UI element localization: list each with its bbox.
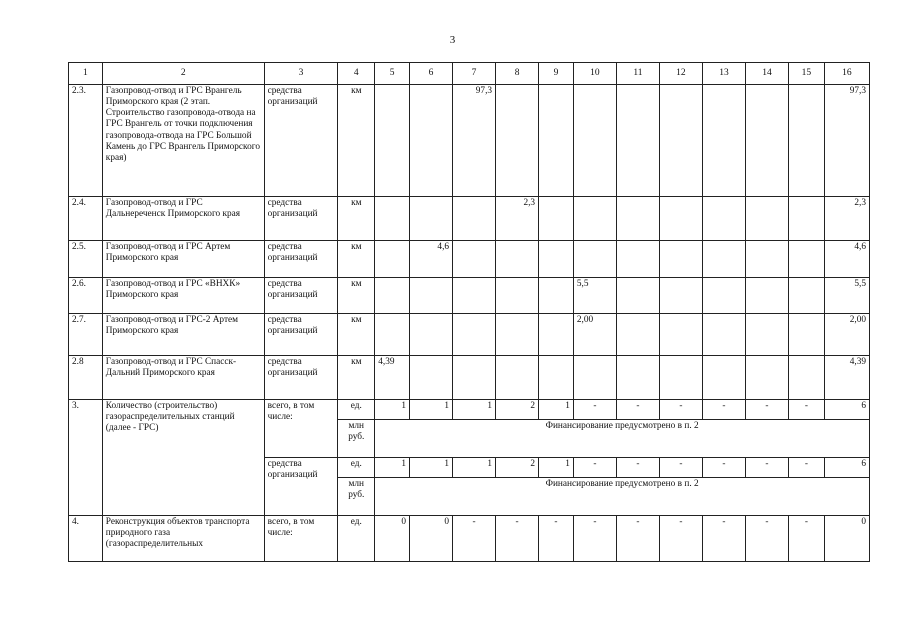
funding-source: всего, в том числе: (264, 516, 338, 562)
cell-total: 0 (824, 516, 869, 562)
unit: км (338, 85, 375, 197)
cell-14: - (745, 400, 788, 420)
cell-15: - (788, 400, 824, 420)
table-row (69, 516, 870, 562)
cell-12 (659, 197, 702, 241)
column-header: 16 (824, 63, 869, 85)
cell-10: - (573, 458, 616, 478)
cell-12 (659, 314, 702, 356)
funding-source: средства организаций (264, 458, 338, 516)
row-number: 2.5. (69, 241, 103, 278)
funding-source: средства организаций (264, 278, 338, 314)
cell-total: 2,00 (824, 314, 869, 356)
funding-source: средства организаций (264, 356, 338, 400)
column-header: 3 (264, 63, 338, 85)
cell-11: - (616, 458, 659, 478)
cell-8 (496, 241, 539, 278)
row-name: Газопровод-отвод и ГРС «ВНХК» Приморского края (102, 278, 264, 314)
cell-14 (745, 314, 788, 356)
row-number: 2.3. (69, 85, 103, 197)
cell-13: - (702, 400, 745, 420)
row-number: 3. (69, 400, 103, 516)
funding-source: средства организаций (264, 85, 338, 197)
cell-14 (745, 356, 788, 400)
cell-5: 4,39 (375, 356, 410, 400)
cell-5: 0 (375, 516, 410, 562)
cell-12 (659, 278, 702, 314)
cell-6 (410, 85, 453, 197)
unit: ед. (338, 516, 375, 562)
unit: млн руб. (338, 478, 375, 516)
row-name: Газопровод-отвод и ГРС Спасск-Дальний Приморского края (102, 356, 264, 400)
cell-6 (410, 278, 453, 314)
cell-10 (573, 356, 616, 400)
cell-total: 6 (824, 400, 869, 420)
cell-9 (539, 85, 574, 197)
cell-7: 97,3 (453, 85, 496, 197)
row-name: Количество (строительство) газораспределительных станций (далее - ГРС) (102, 400, 264, 516)
cell-11 (616, 278, 659, 314)
row-number: 2.8 (69, 356, 103, 400)
cell-13 (702, 85, 745, 197)
cell-5 (375, 241, 410, 278)
column-header: 15 (788, 63, 824, 85)
cell-6: 0 (410, 516, 453, 562)
row-name: Газопровод-отвод и ГРС-2 Артем Приморского края (102, 314, 264, 356)
cell-13 (702, 197, 745, 241)
cell-9 (539, 356, 574, 400)
cell-9 (539, 314, 574, 356)
column-header: 9 (539, 63, 574, 85)
cell-9: - (539, 516, 574, 562)
column-header: 6 (410, 63, 453, 85)
unit: ед. (338, 400, 375, 420)
column-header: 12 (659, 63, 702, 85)
table-row (69, 356, 870, 400)
cell-9: 1 (539, 458, 574, 478)
cell-12 (659, 356, 702, 400)
row-name: Газопровод-отвод и ГРС Дальнереченск Приморского края (102, 197, 264, 241)
cell-7 (453, 241, 496, 278)
cell-11 (616, 241, 659, 278)
funding-source: средства организаций (264, 314, 338, 356)
cell-5 (375, 197, 410, 241)
row-number: 2.6. (69, 278, 103, 314)
cell-9 (539, 197, 574, 241)
cell-14 (745, 278, 788, 314)
cell-8: - (496, 516, 539, 562)
cell-10: 2,00 (573, 314, 616, 356)
cell-7 (453, 278, 496, 314)
cell-11 (616, 314, 659, 356)
unit: ед. (338, 458, 375, 478)
cell-7: 1 (453, 400, 496, 420)
cell-15 (788, 314, 824, 356)
column-header: 2 (102, 63, 264, 85)
cell-12: - (659, 516, 702, 562)
cell-8 (496, 85, 539, 197)
cell-10 (573, 85, 616, 197)
funding-source: средства организаций (264, 241, 338, 278)
cell-8: 2 (496, 458, 539, 478)
cell-14 (745, 197, 788, 241)
cell-5 (375, 314, 410, 356)
cell-5 (375, 278, 410, 314)
cell-7 (453, 356, 496, 400)
cell-6 (410, 356, 453, 400)
cell-14 (745, 85, 788, 197)
cell-7: 1 (453, 458, 496, 478)
row-name: Реконструкция объектов транспорта природного газа (газораспределительных (102, 516, 264, 562)
unit: км (338, 314, 375, 356)
page-number: 3 (449, 34, 456, 46)
unit: км (338, 278, 375, 314)
cell-13 (702, 278, 745, 314)
unit: млн руб. (338, 420, 375, 458)
cell-13 (702, 314, 745, 356)
data-table (68, 62, 870, 562)
cell-6 (410, 314, 453, 356)
cell-14 (745, 241, 788, 278)
cell-11: - (616, 400, 659, 420)
cell-8: 2,3 (496, 197, 539, 241)
financing-note: Финансирование предусмотрено в п. 2 (375, 420, 870, 458)
cell-total: 5,5 (824, 278, 869, 314)
cell-12 (659, 85, 702, 197)
cell-6 (410, 197, 453, 241)
cell-9: 1 (539, 400, 574, 420)
cell-13 (702, 241, 745, 278)
cell-14: - (745, 516, 788, 562)
unit: км (338, 356, 375, 400)
cell-15 (788, 85, 824, 197)
cell-13 (702, 356, 745, 400)
cell-12: - (659, 458, 702, 478)
cell-6: 1 (410, 400, 453, 420)
cell-6: 1 (410, 458, 453, 478)
cell-15 (788, 278, 824, 314)
cell-10: - (573, 516, 616, 562)
row-number: 2.4. (69, 197, 103, 241)
cell-5: 1 (375, 458, 410, 478)
column-header: 7 (453, 63, 496, 85)
table-row (69, 85, 870, 197)
row-number: 2.7. (69, 314, 103, 356)
cell-total: 97,3 (824, 85, 869, 197)
cell-total: 4,39 (824, 356, 869, 400)
cell-11: - (616, 516, 659, 562)
cell-15 (788, 197, 824, 241)
cell-13: - (702, 458, 745, 478)
cell-8 (496, 314, 539, 356)
cell-5 (375, 85, 410, 197)
cell-total: 2,3 (824, 197, 869, 241)
cell-12 (659, 241, 702, 278)
cell-13: - (702, 516, 745, 562)
column-header: 1 (69, 63, 103, 85)
column-header: 4 (338, 63, 375, 85)
cell-10: 5,5 (573, 278, 616, 314)
table-row (69, 241, 870, 278)
cell-6: 4,6 (410, 241, 453, 278)
cell-15: - (788, 516, 824, 562)
column-header: 11 (616, 63, 659, 85)
row-name: Газопровод-отвод и ГРС Артем Приморского края (102, 241, 264, 278)
cell-15 (788, 241, 824, 278)
cell-15 (788, 356, 824, 400)
table-row (69, 314, 870, 356)
row-name: Газопровод-отвод и ГРС Врангель Приморского края (2 этап. Строительство газопровода-отвода на ГРС Врангель от точки подключения газопровода-отвода на ГРС Большой Камень до ГРС Врангель Приморского края) (102, 85, 264, 197)
cell-10 (573, 241, 616, 278)
cell-8 (496, 356, 539, 400)
cell-5: 1 (375, 400, 410, 420)
column-header: 13 (702, 63, 745, 85)
cell-total: 4,6 (824, 241, 869, 278)
cell-10 (573, 197, 616, 241)
column-header: 10 (573, 63, 616, 85)
unit: км (338, 197, 375, 241)
cell-11 (616, 85, 659, 197)
cell-11 (616, 356, 659, 400)
funding-source: всего, в том числе: (264, 400, 338, 458)
table-row (69, 197, 870, 241)
cell-14: - (745, 458, 788, 478)
cell-11 (616, 197, 659, 241)
cell-7: - (453, 516, 496, 562)
cell-8 (496, 278, 539, 314)
cell-10: - (573, 400, 616, 420)
table-row (69, 400, 870, 420)
cell-9 (539, 278, 574, 314)
cell-12: - (659, 400, 702, 420)
cell-total: 6 (824, 458, 869, 478)
cell-15: - (788, 458, 824, 478)
column-header: 8 (496, 63, 539, 85)
row-number: 4. (69, 516, 103, 562)
column-header: 5 (375, 63, 410, 85)
unit: км (338, 241, 375, 278)
cell-7 (453, 197, 496, 241)
financing-note: Финансирование предусмотрено в п. 2 (375, 478, 870, 516)
cell-8: 2 (496, 400, 539, 420)
cell-7 (453, 314, 496, 356)
column-header: 14 (745, 63, 788, 85)
table-row (69, 278, 870, 314)
table-header-row (69, 63, 870, 85)
cell-9 (539, 241, 574, 278)
funding-source: средства организаций (264, 197, 338, 241)
